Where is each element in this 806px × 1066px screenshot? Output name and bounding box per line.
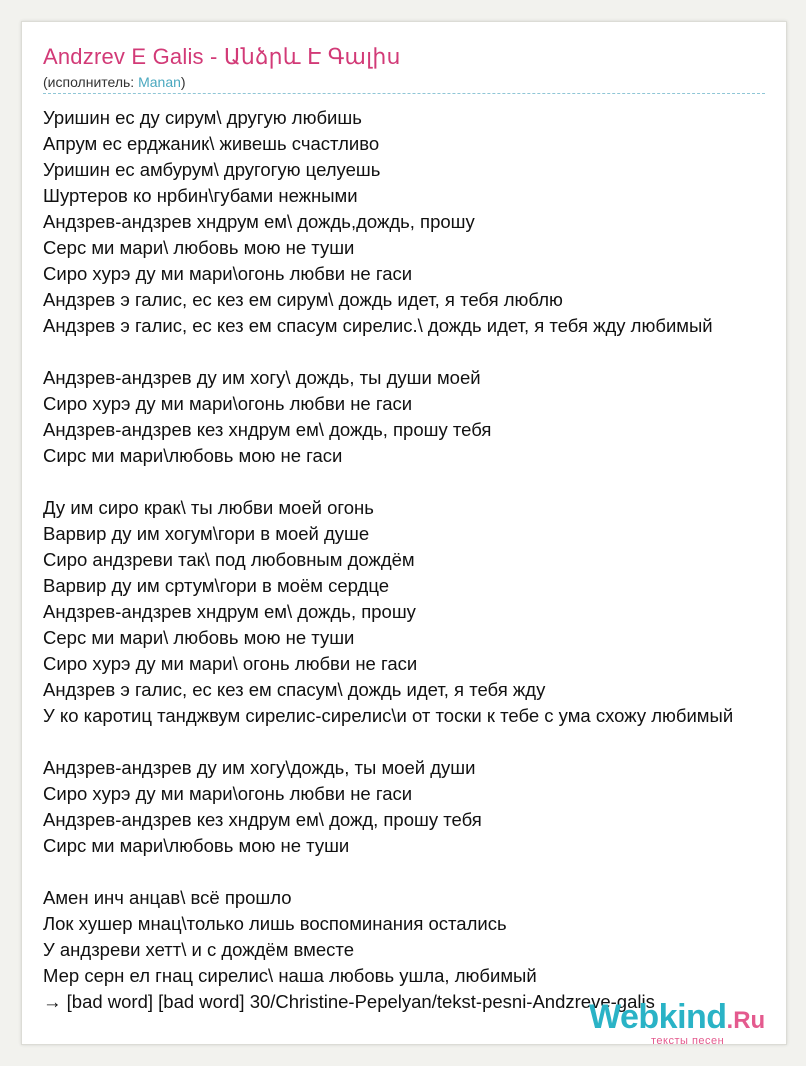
lyric-line: Андзрев э галис, ес кез ем спасум\ дождь идет, я тебя жду xyxy=(43,679,546,700)
lyric-line: Серс ми мари\ любовь мою не туши xyxy=(43,237,355,258)
lyrics-card xyxy=(21,21,787,1045)
lyric-line: Мер серн ел гнац сирелис\ наша любовь ушла, любимый xyxy=(43,965,537,986)
lyric-line: Сиро андзреви так\ под любовным дождём xyxy=(43,549,415,570)
song-title: Andzrev E Galis - Անձրև Է Գալիս xyxy=(43,44,401,69)
lyric-line: Сирс ми мари\любовь мою не гаси xyxy=(43,445,343,466)
lyric-line: Варвир ду им хогум\гори в моей душе xyxy=(43,523,370,544)
lyric-line: Андзрев-андзрев кез хндрум ем\ дождь, прошу тебя xyxy=(43,419,492,440)
lyric-line: Андзрев-андзрев кез хндрум ем\ дожд, прошу тебя xyxy=(43,809,482,830)
stanza-gap xyxy=(43,729,787,755)
lyric-line: Сиро хурэ ду ми мари\огонь любви не гаси xyxy=(43,263,413,284)
lyric-line: Сиро хурэ ду ми мари\огонь любви не гаси xyxy=(43,783,413,804)
lyric-line: Сиро хурэ ду ми мари\ огонь любви не гаси xyxy=(43,653,418,674)
source-link[interactable]: → [bad word] [bad word] 30/Christine-Pepelyan/tekst-pesni-Andzreve-galis xyxy=(43,991,655,1012)
site-logo[interactable] xyxy=(589,998,766,1045)
lyric-line: Лок хушер мнац\только лишь воспоминания остались xyxy=(43,913,507,934)
lyric-line: Сирс ми мари\любовь мою не туши xyxy=(43,835,350,856)
stanza-gap xyxy=(43,469,787,495)
artist-link[interactable]: Manan xyxy=(138,74,181,90)
lyric-line: Серс ми мари\ любовь мою не туши xyxy=(43,627,355,648)
lyric-line: У ко каротиц танджвум сирелис-сирелис\и от тоски к тебе с ума схожу любимый xyxy=(43,705,734,726)
lyric-line: Амен инч анцав\ всё прошло xyxy=(43,887,292,908)
stanza-gap xyxy=(43,339,787,365)
lyric-line: Ду им сиро крак\ ты любви моей огонь xyxy=(43,497,374,518)
lyric-line: Варвир ду им сртум\гори в моём сердце xyxy=(43,575,389,596)
lyric-line: Андзрев-андзрев хндрум ем\ дождь, прошу xyxy=(43,601,416,622)
lyric-line: У андзреви хетт\ и с дождём вместе xyxy=(43,939,354,960)
artist-suffix: ) xyxy=(180,74,186,90)
lyric-line: Андзрев-андзрев хндрум ем\ дождь,дождь, прошу xyxy=(43,211,475,232)
lyric-line: Андзрев э галис, ес кез ем спасум сирелис.\ дождь идет, я тебя жду любимый xyxy=(43,315,713,336)
logo-tld-text: .Ru xyxy=(726,1007,766,1034)
lyric-line: Андзрев-андзрев ду им хогу\дождь, ты моей души xyxy=(43,757,476,778)
title-divider xyxy=(43,93,765,94)
lyric-line: Андзрев-андзрев ду им хогу\ дождь, ты души моей xyxy=(43,367,481,388)
artist-prefix: (исполнитель: xyxy=(43,74,139,90)
lyric-line: Уришин ес амбурум\ другогую целуешь xyxy=(43,159,381,180)
lyrics-body xyxy=(43,105,787,1015)
lyric-line: Апрум ес ерджаник\ живешь счастливо xyxy=(43,133,380,154)
artist-line xyxy=(43,74,186,90)
lyric-line: Уришин ес ду сирум\ другую любишь xyxy=(43,107,362,128)
stanza-gap xyxy=(43,859,787,885)
lyric-line: Сиро хурэ ду ми мари\огонь любви не гаси xyxy=(43,393,413,414)
logo-subtitle: тексты песен xyxy=(651,1035,725,1045)
lyric-line: Шуртеров ко нрбин\губами нежными xyxy=(43,185,358,206)
logo-main-text: Webkind xyxy=(589,998,727,1036)
lyric-line: Андзрев э галис, ес кез ем сирум\ дождь идет, я тебя люблю xyxy=(43,289,563,310)
